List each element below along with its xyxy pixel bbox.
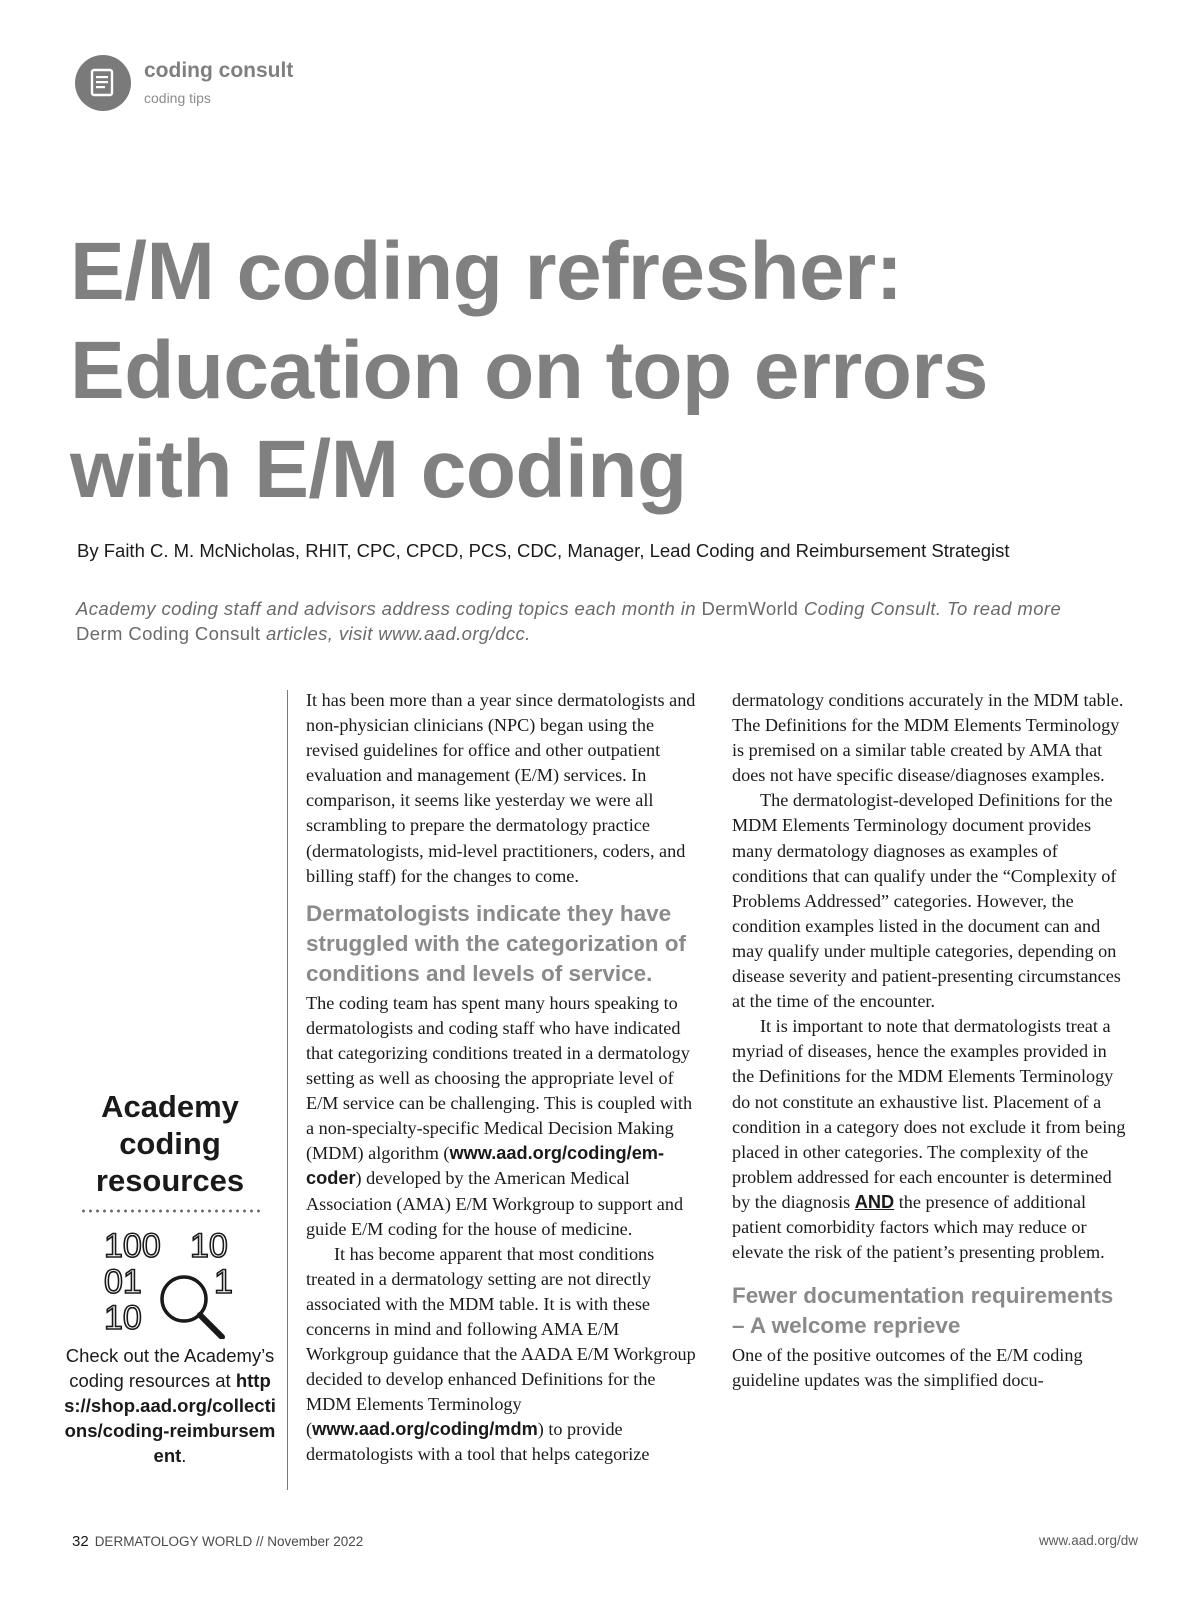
- byline: By Faith C. M. McNicholas, RHIT, CPC, CPCD, PCS, CDC, Manager, Lead Coding and Reimbursement Strategist: [77, 540, 1010, 561]
- resources-link[interactable]: https://shop.aad.org/collections/coding-reimbursement: [64, 1370, 276, 1466]
- sidebar-copy: Check out the Academy’s coding resources at: [65, 1345, 275, 1391]
- intro-blurb: [76, 596, 1086, 646]
- intro-text: Coding Consult. To read more: [798, 598, 1062, 619]
- intro-text: Academy coding staff and advisors address coding topics each month in: [76, 598, 702, 619]
- paragraph: [306, 1242, 702, 1468]
- paragraph-text: the presence of additional patient comorbidity factors which may reduce or elevate the risk of the patient’s presenting problem.: [732, 1191, 1105, 1263]
- document-icon: [89, 68, 117, 98]
- mdm-link[interactable]: www.aad.org/coding/mdm: [312, 1419, 538, 1440]
- column-rule: [287, 690, 288, 1490]
- paragraph-text: It has become apparent that most conditions treated in a dermatology setting are not directly associated with the MDM table. It is with these concerns in mind and following AMA E/M Workgroup guidance that the AADA E/M Workgroup decided to develop enhanced Definitions for the MDM Elements Terminology (: [306, 1243, 696, 1440]
- sidebar-title-line: coding: [119, 1126, 221, 1161]
- sidebar-title-line: Academy: [101, 1089, 239, 1124]
- publication-info: DERMATOLOGY WORLD // November 2022: [94, 1534, 364, 1549]
- article-headline: [70, 222, 1160, 519]
- magnifier-binary-icon: [100, 1227, 240, 1339]
- paragraph-text: ) developed by the American Medical Association (AMA) E/M Workgroup to support and guide E/M coding for the house of medicine.: [306, 1168, 684, 1239]
- paragraph-text: ) to provide dermatologists with a tool that helps categorize: [306, 1419, 650, 1465]
- page-number: 32: [72, 1533, 89, 1550]
- binary-digits: 1: [214, 1263, 233, 1301]
- footer-url[interactable]: www.aad.org/dw: [1038, 1533, 1138, 1548]
- section-title: coding consult: [144, 59, 294, 82]
- paragraph: [306, 991, 702, 1242]
- paragraph: One of the positive outcomes of the E/M coding guideline updates was the simplified docu-: [732, 1345, 1083, 1391]
- section-subtitle: coding tips: [144, 90, 211, 106]
- binary-digits: 10: [104, 1299, 142, 1337]
- sidebar-copy: .: [181, 1445, 187, 1466]
- section-badge: [75, 55, 131, 111]
- intro-text: articles, visit www.aad.org/dcc.: [260, 623, 531, 644]
- intro-column-name: Derm Coding Consult: [76, 623, 261, 644]
- binary-digits: 10: [190, 1227, 228, 1265]
- paragraph: dermatology conditions accurately in the MDM table. The Definitions for the MDM Elements Terminology is premised on a similar table created by AMA that does not have specific disease/diagnoses examples.: [732, 690, 1124, 786]
- headline-line: with E/M coding: [70, 424, 687, 515]
- dotted-divider: [80, 1209, 260, 1213]
- binary-digits: 01: [104, 1263, 142, 1301]
- article-column-1: [306, 688, 702, 1468]
- article-column-2: [732, 688, 1130, 1393]
- headline-line: E/M coding refresher:: [70, 226, 903, 317]
- sidebar-title: [62, 1088, 278, 1199]
- sidebar-title-line: resources: [95, 1163, 245, 1198]
- emphasis-and: AND: [854, 1191, 895, 1212]
- paragraph: [732, 1014, 1130, 1265]
- intro-publication: DermWorld: [701, 598, 799, 619]
- subheading: Fewer documentation requirements – A welcome reprieve: [732, 1283, 1114, 1339]
- paragraph-text: It is important to note that dermatologists treat a myriad of diseases, hence the examples provided in the Definitions for the MDM Elements Terminology do not constitute an exhaustive list. Placement of a condition in a category does not exclude it from being placed in other categories. The complexity of the problem addressed for each encounter is determined by the diagnosis: [732, 1016, 1126, 1212]
- paragraph-text: The coding team has spent many hours speaking to dermatologists and coding staff who have indicated that categorizing conditions treated in a dermatology setting as well as choosing the appropriate level of E/M service can be challenging. This is coupled with a non-specialty-specific Medical Decision Making (MDM) algorithm (: [306, 992, 693, 1164]
- paragraph: It has been more than a year since dermatologists and non-physician clinicians (NPC) began using the revised guidelines for office and other outpatient evaluation and management (E/M) services. In comparison, it seems like yesterday we were all scrambling to prepare the dermatology practice (dermatologists, mid-level practitioners, coders, and billing staff) for the changes to come.: [306, 690, 696, 886]
- paragraph: The dermatologist-developed Definitions for the MDM Elements Terminology document provides many dermatology diagnoses as examples of conditions that can qualify under the “Complexity of Problems Addressed” categories. However, the condition examples listed in the document can and may qualify under multiple categories, depending on disease severity and patient-presenting circumstances at the time of the encounter.: [732, 790, 1121, 1012]
- footer-left: [72, 1533, 363, 1550]
- sidebar-resources: [62, 1088, 278, 1468]
- binary-digits: 100: [104, 1227, 161, 1265]
- em-coder-link[interactable]: www.aad.org/coding/em-coder: [306, 1143, 665, 1189]
- sidebar-text: [62, 1343, 278, 1468]
- headline-line: Education on top errors: [70, 325, 988, 416]
- subheading: Dermatologists indicate they have struggled with the categorization of conditions and levels of service.: [306, 900, 687, 986]
